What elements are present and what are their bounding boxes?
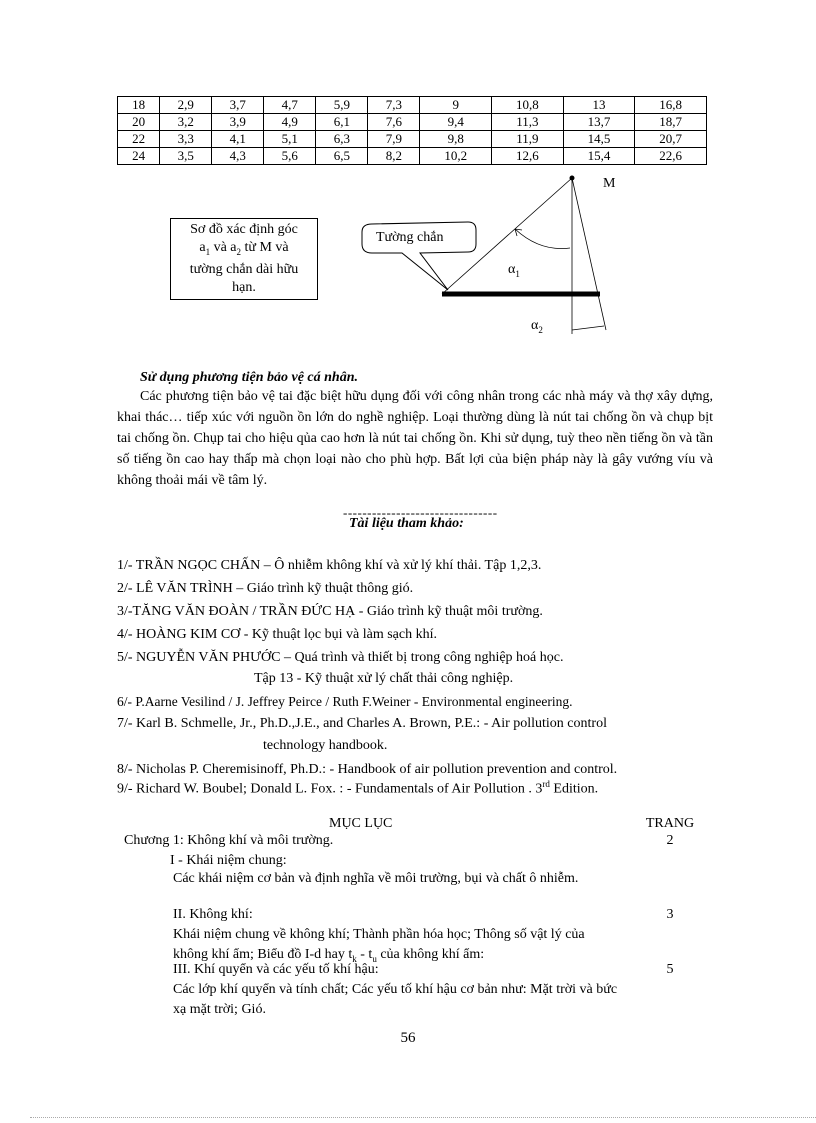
page-bottom-border — [30, 1117, 816, 1118]
reference-2: 2/- LÊ VĂN TRÌNH – Giáo trình kỹ thuật thông gió. — [117, 581, 414, 596]
reference-5-cont: Tập 13 - Kỹ thuật xử lý chất thải công nghiệp. — [254, 671, 514, 686]
reference-4: 4/- HOÀNG KIM CƠ - Kỹ thuật lọc bụi và làm sạch khí. — [117, 627, 438, 642]
toc-section-3-desc: Các lớp khí quyển và tính chất; Các yếu tố khí hậu cơ bản như: Mặt trời và bức xạ mặt trời; Gió. — [173, 982, 618, 1017]
section-body: Các phương tiện bảo vệ tai đặc biệt hữu dụng đối với công nhân trong các nhà máy và thợ xây dựng, khai thác… tiếp xúc với nguồn ồn lớn do nghề nghiệp. Loại thường dùng là nút tai chống ồn và chụp bịt tai chống ồn. Chụp tai cho hiệu qủa cao hơn là nút tai chống ồn. Khi sử dụng, tuỳ theo nền tiếng ồn và tần số tiếng ồn cao hay thấp mà chọn loại nào cho phù hợp. Bất lợi của biện pháp này là gây vướng víu và không thoải mái về tâm lý. — [117, 389, 713, 488]
alpha1-arc — [515, 229, 570, 249]
alpha2-arc — [572, 326, 604, 330]
table-cell: 2,9 — [160, 97, 212, 114]
table-cell: 15,4 — [563, 148, 635, 165]
caption-line-2: $a_1$ và $a_2$ từ M và — [199, 240, 289, 257]
table-cell: 12,6 — [492, 148, 564, 165]
table-cell: 3,7 — [212, 97, 264, 114]
reference-9: 9/- Richard W. Boubel; Donald L. Fox. : - Fundamentals of Air Pollution . 3rd Edition. — [117, 779, 599, 797]
reference-7: 7/- Karl B. Schmelle, Jr., Ph.D.,J.E., and Charles A. Brown, P.E.: - Air pollution control — [117, 716, 607, 731]
wall-label: Tường chắn — [376, 230, 444, 245]
table-cell: 20 — [118, 114, 160, 131]
point-m — [570, 176, 575, 181]
reference-1: 1/- TRẦN NGỌC CHẤN – Ô nhiễm không khí và xử lý khí thải. Tập 1,2,3. — [117, 558, 542, 573]
reference-6: 6/- P.Aarne Vesilind / J. Jeffrey Peirce / Ruth F.Weiner - Environmental engineering. — [117, 694, 573, 709]
references-title: Tài liệu tham khảo: — [349, 516, 464, 531]
alpha1-label: $\alpha_1$ — [508, 262, 520, 279]
angle-diagram — [0, 0, 816, 360]
page-number: 56 — [400, 1030, 416, 1046]
alpha2-label: $\alpha_2$ — [531, 318, 543, 335]
table-cell: 4,1 — [212, 131, 264, 148]
toc-section-3-page: 5 — [666, 962, 674, 977]
table-cell: 5,6 — [264, 148, 316, 165]
table-cell: 7,6 — [368, 114, 420, 131]
table-cell: 18,7 — [635, 114, 707, 131]
toc-chapter-1: Chương 1: Không khí và môi trường. — [124, 833, 334, 848]
table-cell: 18 — [118, 97, 160, 114]
toc-section-1: I - Khái niệm chung: — [170, 853, 287, 868]
table-cell: 22 — [118, 131, 160, 148]
table-cell: 4,7 — [264, 97, 316, 114]
reference-7-cont: technology handbook. — [263, 738, 388, 753]
table-cell: 3,3 — [160, 131, 212, 148]
toc-section-2-page: 3 — [666, 907, 674, 922]
reference-3: 3/-TĂNG VĂN ĐOÀN / TRẦN ĐỨC HẠ - Giáo trình kỹ thuật môi trường. — [117, 604, 543, 619]
toc-section-2: II. Không khí: — [173, 907, 253, 922]
table-cell: 7,9 — [368, 131, 420, 148]
table-cell: 8,2 — [368, 148, 420, 165]
table-cell: 9,4 — [420, 114, 492, 131]
table-cell: 20,7 — [635, 131, 707, 148]
table-cell: 11,3 — [492, 114, 564, 131]
table-cell: 22,6 — [635, 148, 707, 165]
section-title: Sử dụng phương tiện bảo vệ cá nhân. — [140, 370, 358, 385]
table-cell: 9,8 — [420, 131, 492, 148]
table-cell: 3,9 — [212, 114, 264, 131]
table-cell: 3,5 — [160, 148, 212, 165]
table-cell: 11,9 — [492, 131, 564, 148]
toc-title: MỤC LỤC — [329, 816, 393, 831]
caption-line-3: tường chắn dài hữu — [189, 261, 299, 277]
caption-line-4: hạn. — [232, 279, 256, 295]
table-cell: 6,1 — [316, 114, 368, 131]
table-cell: 5,9 — [316, 97, 368, 114]
toc-section-1-desc: Các khái niệm cơ bản và định nghĩa về môi trường, bụi và chất ô nhiễm. — [173, 871, 579, 886]
table-cell: 13,7 — [563, 114, 635, 131]
toc-section-3: III. Khí quyển và các yếu tố khí hậu: — [173, 962, 379, 977]
table-cell: 9 — [420, 97, 492, 114]
toc-section-2-desc: Khái niệm chung về không khí; Thành phần hóa học; Thông số vật lý của không khí ẩm; Biểu đồ I-d hay $t_k - t_u$ của không khí ẩm: — [173, 927, 585, 964]
ray-to-wall-right — [572, 178, 606, 330]
table-cell: 24 — [118, 148, 160, 165]
table-cell: 14,5 — [563, 131, 635, 148]
table-cell: 6,3 — [316, 131, 368, 148]
table-cell: 7,3 — [368, 97, 420, 114]
caption-line-1: Sơ đồ xác định góc — [190, 222, 298, 238]
table-cell: 4,3 — [212, 148, 264, 165]
table-cell: 4,9 — [264, 114, 316, 131]
table-cell: 5,1 — [264, 131, 316, 148]
table-cell: 13 — [563, 97, 635, 114]
separator: -------------------------------- — [343, 505, 498, 520]
reference-5: 5/- NGUYỄN VĂN PHƯỚC – Quá trình và thiết bị trong công nghiệp hoá học. — [117, 650, 564, 665]
table-cell: 10,8 — [492, 97, 564, 114]
table-cell: 10,2 — [420, 148, 492, 165]
table-cell: 3,2 — [160, 114, 212, 131]
table-cell: 16,8 — [635, 97, 707, 114]
point-m-label: M — [603, 176, 616, 191]
table-cell: 6,5 — [316, 148, 368, 165]
toc-page-header: TRANG — [645, 816, 695, 831]
toc-chapter-1-page: 2 — [666, 833, 674, 848]
reference-8: 8/- Nicholas P. Cheremisinoff, Ph.D.: - Handbook of air pollution prevention and control. — [117, 762, 618, 777]
